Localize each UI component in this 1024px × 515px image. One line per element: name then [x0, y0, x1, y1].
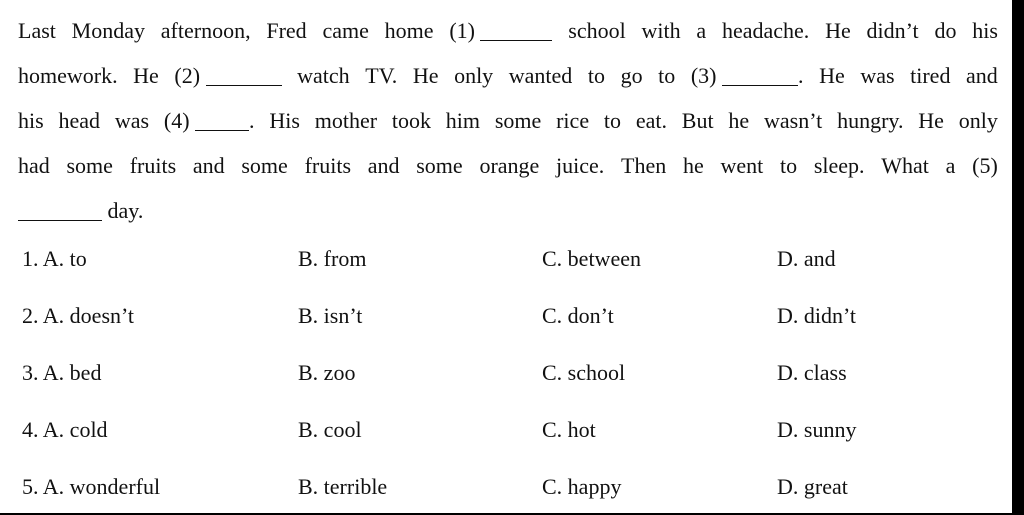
- word: He: [918, 108, 944, 133]
- answer-blank-4: [195, 129, 249, 131]
- word: juice.: [556, 153, 605, 178]
- word: But: [681, 108, 714, 133]
- option-d: D. and: [777, 246, 836, 271]
- option-b: B. isn’t: [298, 303, 363, 328]
- word: wanted: [508, 63, 573, 88]
- word: and: [367, 153, 400, 178]
- word: mother: [314, 108, 378, 133]
- word: wasn’t: [763, 108, 823, 133]
- word: home: [384, 18, 434, 43]
- word: TV.: [365, 63, 398, 88]
- blank-group-2: [174, 53, 281, 98]
- word: had: [18, 153, 50, 178]
- word: afternoon,: [160, 18, 251, 43]
- word: sleep.: [813, 153, 865, 178]
- option-d: D. didn’t: [777, 303, 857, 328]
- blank-group-4: [164, 98, 255, 143]
- blank-number: (1): [449, 18, 475, 43]
- option-a: 4. A. cold: [22, 417, 108, 442]
- option-b: B. cool: [298, 417, 362, 442]
- word: rice: [556, 108, 590, 133]
- question-row-4: [0, 401, 1012, 458]
- period: .: [798, 63, 804, 88]
- word: tired: [910, 63, 951, 88]
- answer-blank-3: [722, 84, 798, 86]
- question-row-5: [0, 458, 1012, 515]
- passage-line-2: [18, 53, 998, 98]
- word: headache.: [721, 18, 810, 43]
- word: only: [958, 108, 998, 133]
- word: his: [18, 108, 44, 133]
- word: to: [779, 153, 798, 178]
- option-b: B. from: [298, 246, 367, 271]
- option-d: D. sunny: [777, 417, 857, 442]
- word: took: [391, 108, 431, 133]
- option-c: C. don’t: [542, 303, 614, 328]
- word: homework.: [18, 63, 118, 88]
- word: was: [860, 63, 895, 88]
- word: and: [966, 63, 998, 88]
- blank-number: (4): [163, 108, 190, 133]
- option-a: 3. A. bed: [22, 360, 102, 385]
- word: (5): [972, 153, 998, 178]
- word: came: [322, 18, 369, 43]
- word: eat.: [635, 108, 667, 133]
- word: Monday: [71, 18, 145, 43]
- multiple-choice-options: [0, 230, 1012, 515]
- word: he: [728, 108, 750, 133]
- option-a: 2. A. doesn’t: [22, 303, 135, 328]
- option-a: 1. A. to: [22, 246, 87, 271]
- period: .: [249, 108, 255, 133]
- reading-passage: [18, 8, 998, 233]
- word: to: [603, 108, 622, 133]
- option-c: C. school: [542, 360, 626, 385]
- question-row-2: [0, 287, 1012, 344]
- word: didn’t: [866, 18, 919, 43]
- word: to: [587, 63, 605, 88]
- word: he: [682, 153, 704, 178]
- answer-blank-2: [206, 84, 282, 86]
- word: went: [720, 153, 764, 178]
- word: was: [114, 108, 150, 133]
- option-b: B. terrible: [298, 474, 388, 499]
- word: school: [568, 18, 626, 43]
- word: him: [445, 108, 481, 133]
- word: some: [416, 153, 463, 178]
- option-c: C. hot: [542, 417, 596, 442]
- word: He: [412, 63, 439, 88]
- word: a: [696, 18, 707, 43]
- option-a: 5. A. wonderful: [22, 474, 161, 499]
- word: His: [269, 108, 300, 133]
- word: only: [454, 63, 494, 88]
- passage-line-3: [18, 98, 998, 143]
- word: He: [819, 63, 845, 88]
- passage-line-4: [18, 143, 998, 188]
- word: orange: [479, 153, 540, 178]
- question-row-1: [0, 230, 1012, 287]
- question-row-3: [0, 344, 1012, 401]
- word: hungry.: [837, 108, 904, 133]
- word: He: [825, 18, 851, 43]
- word: day.: [107, 198, 144, 223]
- word: and: [192, 153, 225, 178]
- word: fruits: [304, 153, 352, 178]
- word: Fred: [266, 18, 307, 43]
- option-d: D. great: [777, 474, 848, 499]
- word: do: [934, 18, 957, 43]
- word: some: [66, 153, 113, 178]
- word: He: [133, 63, 159, 88]
- blank-group-3: [691, 53, 804, 98]
- passage-line-5: [18, 188, 998, 233]
- word: to: [658, 63, 676, 88]
- word: Last: [18, 18, 56, 43]
- blank-group-1: [449, 8, 552, 53]
- word: some: [241, 153, 288, 178]
- option-b: B. zoo: [298, 360, 356, 385]
- word: fruits: [129, 153, 177, 178]
- word: with: [641, 18, 681, 43]
- answer-blank-1: [480, 39, 552, 41]
- blank-number: (2): [174, 63, 201, 88]
- answer-blank-5: [18, 219, 102, 221]
- word: a: [945, 153, 956, 178]
- word: go: [620, 63, 643, 88]
- word: some: [494, 108, 542, 133]
- option-d: D. class: [777, 360, 847, 385]
- word: head: [58, 108, 101, 133]
- option-c: C. between: [542, 246, 641, 271]
- blank-number: (3): [690, 63, 717, 88]
- word: his: [972, 18, 998, 43]
- passage-line-1: [18, 8, 998, 53]
- word: Then: [621, 153, 667, 178]
- word: watch: [297, 63, 350, 88]
- option-c: C. happy: [542, 474, 622, 499]
- word: What: [881, 153, 929, 178]
